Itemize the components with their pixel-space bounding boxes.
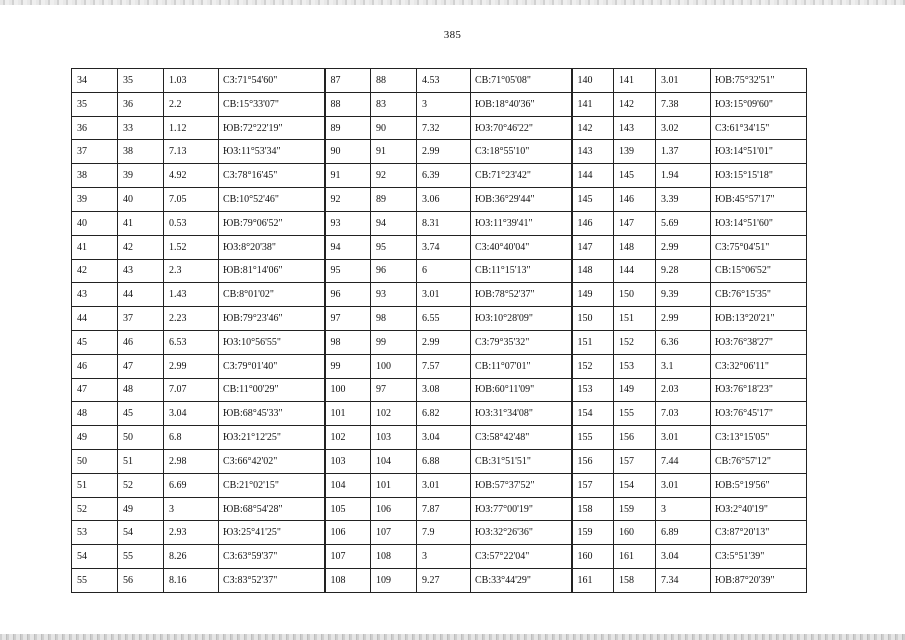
cell-point-to: 146 (614, 188, 656, 212)
cell-point-to: 39 (118, 164, 164, 188)
cell-point-to: 36 (118, 92, 164, 116)
cell-point-from: 49 (72, 426, 118, 450)
cell-point-from: 47 (72, 378, 118, 402)
cell-distance: 3.06 (417, 188, 471, 212)
table-row (72, 211, 807, 235)
cell-bearing: ЮЗ:2°40'19" (711, 497, 807, 521)
cell-point-to: 33 (118, 116, 164, 140)
cell-distance: 3.01 (417, 473, 471, 497)
cell-point-to: 150 (614, 283, 656, 307)
cell-bearing: СВ:8°01'02" (219, 283, 325, 307)
cell-distance: 3.39 (656, 188, 711, 212)
cell-point-to: 40 (118, 188, 164, 212)
table-row (72, 259, 807, 283)
cell-point-from: 34 (72, 69, 118, 93)
cell-point-from: 102 (325, 426, 371, 450)
cell-point-from: 92 (325, 188, 371, 212)
cell-point-to: 101 (371, 473, 417, 497)
cell-point-to: 108 (371, 545, 417, 569)
cell-point-from: 140 (572, 69, 614, 93)
cell-bearing: ЮВ:81°14'06" (219, 259, 325, 283)
cell-point-from: 93 (325, 211, 371, 235)
cell-bearing: СЗ:78°16'45" (219, 164, 325, 188)
cell-distance: 1.94 (656, 164, 711, 188)
table-row (72, 283, 807, 307)
cell-point-from: 88 (325, 92, 371, 116)
cell-bearing: ЮЗ:14°51'60" (711, 211, 807, 235)
cell-bearing: СЗ:63°59'37" (219, 545, 325, 569)
table-row (72, 307, 807, 331)
cell-point-from: 144 (572, 164, 614, 188)
cell-point-to: 91 (371, 140, 417, 164)
cell-point-from: 142 (572, 116, 614, 140)
cell-bearing: ЮВ:79°23'46" (219, 307, 325, 331)
cell-point-to: 144 (614, 259, 656, 283)
cell-distance: 3.08 (417, 378, 471, 402)
cell-point-to: 35 (118, 69, 164, 93)
table-row (72, 188, 807, 212)
cell-distance: 3.04 (656, 545, 711, 569)
cell-distance: 3.01 (656, 426, 711, 450)
cell-bearing: ЮЗ:31°34'08" (471, 402, 572, 426)
cell-bearing: ЮВ:87°20'39" (711, 569, 807, 593)
cell-bearing: СВ:21°02'15" (219, 473, 325, 497)
cell-distance: 3.01 (656, 69, 711, 93)
cell-point-from: 154 (572, 402, 614, 426)
cell-point-from: 35 (72, 92, 118, 116)
cell-distance: 6.39 (417, 164, 471, 188)
table-row (72, 235, 807, 259)
cell-point-to: 43 (118, 259, 164, 283)
cell-point-from: 149 (572, 283, 614, 307)
cell-distance: 2.98 (164, 450, 219, 474)
cell-point-to: 92 (371, 164, 417, 188)
cell-point-from: 99 (325, 354, 371, 378)
cell-point-to: 160 (614, 521, 656, 545)
cell-point-from: 94 (325, 235, 371, 259)
cell-bearing: СЗ:66°42'02" (219, 450, 325, 474)
cell-bearing: СВ:71°05'08" (471, 69, 572, 93)
table-row (72, 92, 807, 116)
cell-bearing: ЮВ:68°45'33" (219, 402, 325, 426)
cell-bearing: СЗ:18°55'10" (471, 140, 572, 164)
cell-bearing: ЮЗ:21°12'25" (219, 426, 325, 450)
cell-point-to: 103 (371, 426, 417, 450)
cell-point-from: 45 (72, 330, 118, 354)
cell-point-from: 104 (325, 473, 371, 497)
cell-point-from: 161 (572, 569, 614, 593)
cell-bearing: ЮЗ:10°56'55" (219, 330, 325, 354)
cell-distance: 6.88 (417, 450, 471, 474)
cell-point-to: 139 (614, 140, 656, 164)
cell-point-to: 50 (118, 426, 164, 450)
cell-point-to: 56 (118, 569, 164, 593)
cell-point-from: 46 (72, 354, 118, 378)
cell-point-to: 102 (371, 402, 417, 426)
cell-bearing: ЮВ:60°11'09" (471, 378, 572, 402)
cell-point-to: 155 (614, 402, 656, 426)
cell-point-to: 52 (118, 473, 164, 497)
table-row (72, 402, 807, 426)
table-row (72, 378, 807, 402)
cell-distance: 2.99 (417, 140, 471, 164)
cell-distance: 6.36 (656, 330, 711, 354)
table-row (72, 569, 807, 593)
cell-bearing: СЗ:57°22'04" (471, 545, 572, 569)
cell-bearing: СВ:15°06'52" (711, 259, 807, 283)
cell-point-to: 45 (118, 402, 164, 426)
cell-bearing: СВ:11°00'29" (219, 378, 325, 402)
cell-distance: 7.32 (417, 116, 471, 140)
cell-point-to: 106 (371, 497, 417, 521)
cell-distance: 3.02 (656, 116, 711, 140)
cell-bearing: СВ:15°33'07" (219, 92, 325, 116)
cell-point-from: 90 (325, 140, 371, 164)
table-row (72, 450, 807, 474)
cell-point-to: 55 (118, 545, 164, 569)
cell-distance: 6.82 (417, 402, 471, 426)
scan-edge-top (0, 0, 905, 5)
cell-point-to: 151 (614, 307, 656, 331)
cell-point-from: 37 (72, 140, 118, 164)
cell-bearing: СЗ:79°35'32" (471, 330, 572, 354)
cell-point-to: 99 (371, 330, 417, 354)
cell-point-from: 53 (72, 521, 118, 545)
table-row (72, 497, 807, 521)
cell-point-to: 47 (118, 354, 164, 378)
cell-bearing: ЮЗ:8°20'38" (219, 235, 325, 259)
cell-point-to: 158 (614, 569, 656, 593)
cell-point-from: 87 (325, 69, 371, 93)
cell-point-to: 51 (118, 450, 164, 474)
cell-point-to: 98 (371, 307, 417, 331)
cell-distance: 3.01 (656, 473, 711, 497)
scan-edge-bottom (0, 634, 905, 640)
cell-point-from: 107 (325, 545, 371, 569)
cell-point-to: 54 (118, 521, 164, 545)
cell-bearing: СЗ:79°01'40" (219, 354, 325, 378)
cell-point-to: 104 (371, 450, 417, 474)
cell-bearing: ЮВ:72°22'19" (219, 116, 325, 140)
cell-distance: 2.3 (164, 259, 219, 283)
cell-bearing: ЮЗ:77°00'19" (471, 497, 572, 521)
cell-point-to: 94 (371, 211, 417, 235)
cell-point-from: 145 (572, 188, 614, 212)
cell-distance: 3 (417, 545, 471, 569)
cell-distance: 9.27 (417, 569, 471, 593)
cell-point-to: 38 (118, 140, 164, 164)
cell-distance: 8.16 (164, 569, 219, 593)
cell-bearing: СВ:31°51'51" (471, 450, 572, 474)
cell-bearing: СВ:76°15'35" (711, 283, 807, 307)
cell-bearing: СЗ:40°40'04" (471, 235, 572, 259)
cell-bearing: ЮЗ:11°53'34" (219, 140, 325, 164)
cell-point-from: 97 (325, 307, 371, 331)
cell-point-to: 41 (118, 211, 164, 235)
cell-distance: 2.99 (656, 235, 711, 259)
cell-point-from: 151 (572, 330, 614, 354)
cell-distance: 3 (164, 497, 219, 521)
cell-point-from: 101 (325, 402, 371, 426)
cell-distance: 9.39 (656, 283, 711, 307)
cell-distance: 6.69 (164, 473, 219, 497)
cell-bearing: СЗ:13°15'05" (711, 426, 807, 450)
cell-bearing: СВ:76°57'12" (711, 450, 807, 474)
cell-point-to: 89 (371, 188, 417, 212)
cell-point-to: 37 (118, 307, 164, 331)
cell-point-from: 146 (572, 211, 614, 235)
cell-distance: 4.92 (164, 164, 219, 188)
cell-point-to: 161 (614, 545, 656, 569)
cell-distance: 7.9 (417, 521, 471, 545)
cell-point-from: 148 (572, 259, 614, 283)
cell-point-from: 156 (572, 450, 614, 474)
cell-distance: 3.74 (417, 235, 471, 259)
cell-bearing: СВ:11°07'01" (471, 354, 572, 378)
cell-bearing: ЮЗ:76°38'27" (711, 330, 807, 354)
cell-bearing: ЮЗ:76°18'23" (711, 378, 807, 402)
cell-distance: 7.34 (656, 569, 711, 593)
cell-point-to: 107 (371, 521, 417, 545)
cell-bearing: ЮЗ:32°26'36" (471, 521, 572, 545)
table-row (72, 426, 807, 450)
cell-point-to: 97 (371, 378, 417, 402)
cell-point-to: 90 (371, 116, 417, 140)
cell-bearing: ЮВ:45°57'17" (711, 188, 807, 212)
cell-bearing: ЮЗ:10°28'09" (471, 307, 572, 331)
cell-point-from: 50 (72, 450, 118, 474)
cell-distance: 6.89 (656, 521, 711, 545)
cell-bearing: СЗ:5°51'39" (711, 545, 807, 569)
cell-point-from: 106 (325, 521, 371, 545)
cell-bearing: СВ:71°23'42" (471, 164, 572, 188)
cell-distance: 1.12 (164, 116, 219, 140)
cell-bearing: СВ:11°15'13" (471, 259, 572, 283)
cell-point-from: 89 (325, 116, 371, 140)
cell-point-from: 108 (325, 569, 371, 593)
table-row (72, 545, 807, 569)
cell-bearing: ЮЗ:25°41'25" (219, 521, 325, 545)
table-row (72, 473, 807, 497)
cell-distance: 1.52 (164, 235, 219, 259)
cell-distance: 7.13 (164, 140, 219, 164)
cell-bearing: СЗ:75°04'51" (711, 235, 807, 259)
cell-distance: 1.37 (656, 140, 711, 164)
cell-distance: 6.53 (164, 330, 219, 354)
cell-distance: 8.26 (164, 545, 219, 569)
table-row (72, 164, 807, 188)
cell-distance: 4.53 (417, 69, 471, 93)
cell-point-from: 96 (325, 283, 371, 307)
bearing-table (71, 68, 807, 593)
cell-distance: 6.55 (417, 307, 471, 331)
cell-point-from: 43 (72, 283, 118, 307)
cell-point-from: 40 (72, 211, 118, 235)
cell-distance: 3.04 (164, 402, 219, 426)
cell-distance: 3 (656, 497, 711, 521)
cell-bearing: ЮВ:36°29'44" (471, 188, 572, 212)
cell-point-to: 96 (371, 259, 417, 283)
cell-point-to: 143 (614, 116, 656, 140)
table-row (72, 354, 807, 378)
cell-point-to: 48 (118, 378, 164, 402)
cell-point-to: 159 (614, 497, 656, 521)
cell-point-to: 152 (614, 330, 656, 354)
cell-distance: 1.03 (164, 69, 219, 93)
cell-bearing: СЗ:87°20'13" (711, 521, 807, 545)
cell-bearing: ЮВ:13°20'21" (711, 307, 807, 331)
cell-point-from: 44 (72, 307, 118, 331)
table-row (72, 69, 807, 93)
cell-bearing: СЗ:61°34'15" (711, 116, 807, 140)
cell-distance: 7.38 (656, 92, 711, 116)
cell-point-to: 88 (371, 69, 417, 93)
cell-point-from: 54 (72, 545, 118, 569)
cell-bearing: ЮЗ:70°46'22" (471, 116, 572, 140)
cell-distance: 7.87 (417, 497, 471, 521)
cell-distance: 2.99 (656, 307, 711, 331)
cell-point-from: 48 (72, 402, 118, 426)
cell-point-from: 143 (572, 140, 614, 164)
cell-point-to: 149 (614, 378, 656, 402)
table-body (72, 69, 807, 593)
cell-point-from: 153 (572, 378, 614, 402)
cell-distance: 2.99 (417, 330, 471, 354)
cell-bearing: ЮЗ:15°15'18" (711, 164, 807, 188)
cell-bearing: ЮВ:5°19'56" (711, 473, 807, 497)
cell-bearing: ЮВ:68°54'28" (219, 497, 325, 521)
table-row (72, 116, 807, 140)
cell-bearing: ЮЗ:76°45'17" (711, 402, 807, 426)
cell-point-to: 109 (371, 569, 417, 593)
cell-point-to: 157 (614, 450, 656, 474)
cell-distance: 3 (417, 92, 471, 116)
cell-distance: 9.28 (656, 259, 711, 283)
cell-point-to: 153 (614, 354, 656, 378)
cell-bearing: СЗ:83°52'37" (219, 569, 325, 593)
cell-distance: 7.57 (417, 354, 471, 378)
cell-distance: 6.8 (164, 426, 219, 450)
cell-point-to: 95 (371, 235, 417, 259)
cell-bearing: СВ:33°44'29" (471, 569, 572, 593)
cell-distance: 5.69 (656, 211, 711, 235)
cell-point-from: 39 (72, 188, 118, 212)
cell-bearing: ЮВ:18°40'36" (471, 92, 572, 116)
cell-point-from: 160 (572, 545, 614, 569)
cell-distance: 8.31 (417, 211, 471, 235)
cell-point-to: 154 (614, 473, 656, 497)
cell-point-to: 42 (118, 235, 164, 259)
cell-distance: 0.53 (164, 211, 219, 235)
cell-point-from: 55 (72, 569, 118, 593)
cell-distance: 7.03 (656, 402, 711, 426)
cell-distance: 2.99 (164, 354, 219, 378)
table-row (72, 140, 807, 164)
cell-point-from: 159 (572, 521, 614, 545)
cell-distance: 2.93 (164, 521, 219, 545)
cell-point-to: 44 (118, 283, 164, 307)
cell-point-to: 83 (371, 92, 417, 116)
cell-point-to: 148 (614, 235, 656, 259)
cell-point-from: 158 (572, 497, 614, 521)
page-number: 385 (443, 29, 462, 41)
cell-bearing: ЮВ:57°37'52" (471, 473, 572, 497)
cell-bearing: ЮЗ:15°09'60" (711, 92, 807, 116)
cell-point-from: 41 (72, 235, 118, 259)
cell-point-from: 155 (572, 426, 614, 450)
cell-bearing: ЮВ:78°52'37" (471, 283, 572, 307)
cell-bearing: СЗ:58°42'48" (471, 426, 572, 450)
cell-bearing: СЗ:71°54'60" (219, 69, 325, 93)
cell-point-from: 42 (72, 259, 118, 283)
cell-point-to: 46 (118, 330, 164, 354)
cell-bearing: ЮЗ:14°51'01" (711, 140, 807, 164)
cell-distance: 2.03 (656, 378, 711, 402)
cell-point-from: 52 (72, 497, 118, 521)
cell-point-from: 36 (72, 116, 118, 140)
cell-distance: 3.01 (417, 283, 471, 307)
cell-point-from: 38 (72, 164, 118, 188)
cell-point-from: 100 (325, 378, 371, 402)
cell-point-from: 141 (572, 92, 614, 116)
cell-point-to: 49 (118, 497, 164, 521)
cell-point-from: 150 (572, 307, 614, 331)
cell-point-to: 156 (614, 426, 656, 450)
table-row (72, 521, 807, 545)
cell-point-from: 147 (572, 235, 614, 259)
cell-bearing: СВ:10°52'46" (219, 188, 325, 212)
cell-bearing: СЗ:32°06'11" (711, 354, 807, 378)
cell-distance: 6 (417, 259, 471, 283)
cell-point-to: 145 (614, 164, 656, 188)
cell-point-to: 141 (614, 69, 656, 93)
cell-point-from: 51 (72, 473, 118, 497)
cell-distance: 3.1 (656, 354, 711, 378)
table-row (72, 330, 807, 354)
cell-distance: 1.43 (164, 283, 219, 307)
cell-point-from: 98 (325, 330, 371, 354)
cell-distance: 3.04 (417, 426, 471, 450)
cell-distance: 2.23 (164, 307, 219, 331)
cell-distance: 2.2 (164, 92, 219, 116)
cell-point-from: 95 (325, 259, 371, 283)
cell-point-to: 93 (371, 283, 417, 307)
cell-point-from: 91 (325, 164, 371, 188)
cell-bearing: ЮЗ:11°39'41" (471, 211, 572, 235)
cell-point-from: 103 (325, 450, 371, 474)
cell-point-to: 100 (371, 354, 417, 378)
cell-point-to: 147 (614, 211, 656, 235)
cell-point-from: 105 (325, 497, 371, 521)
cell-point-from: 157 (572, 473, 614, 497)
cell-distance: 7.44 (656, 450, 711, 474)
cell-point-from: 152 (572, 354, 614, 378)
cell-bearing: ЮВ:75°32'51" (711, 69, 807, 93)
cell-point-to: 142 (614, 92, 656, 116)
cell-bearing: ЮВ:79°06'52" (219, 211, 325, 235)
cell-distance: 7.05 (164, 188, 219, 212)
cell-distance: 7.07 (164, 378, 219, 402)
